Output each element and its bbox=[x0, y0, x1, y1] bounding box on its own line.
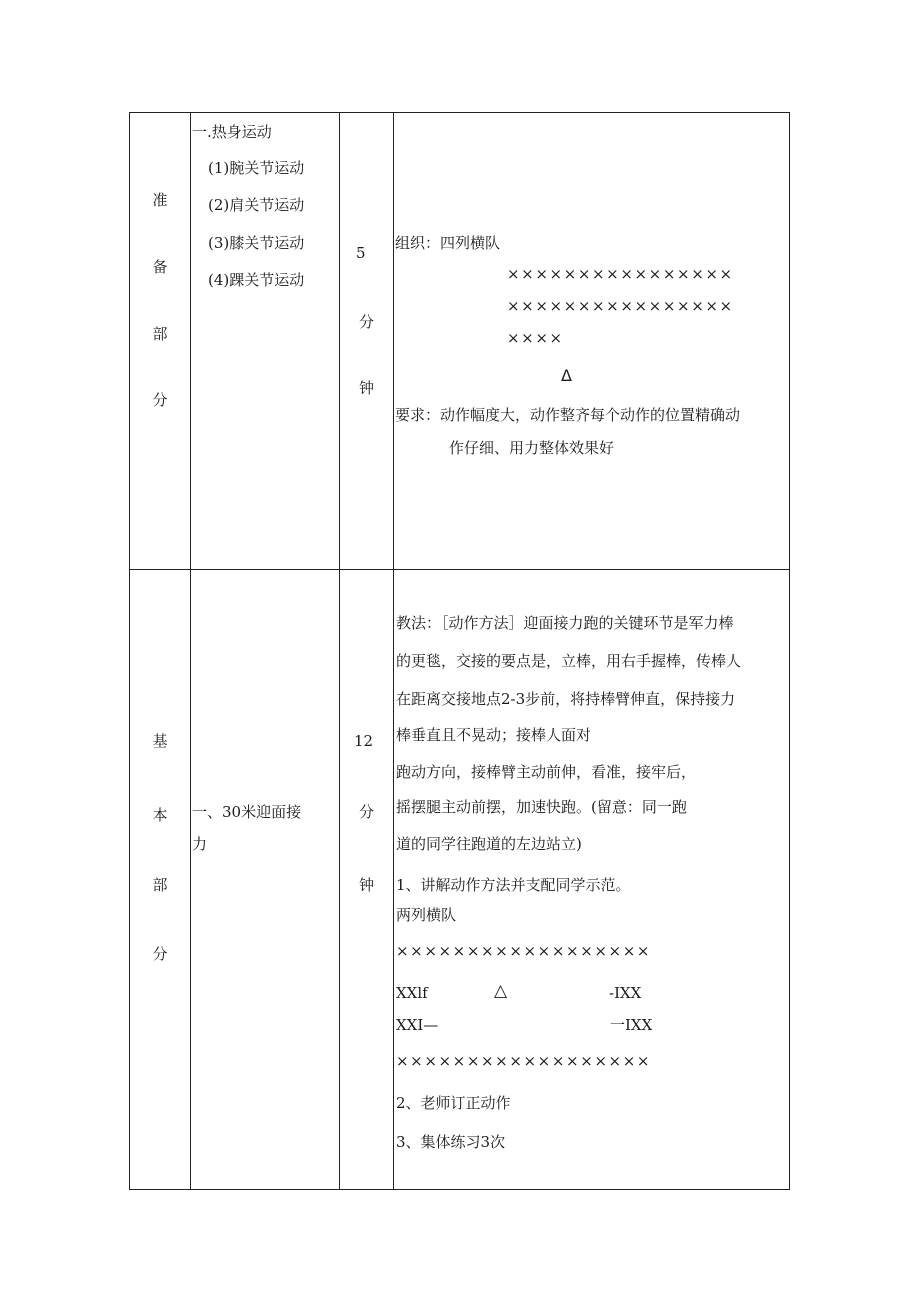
requirement-text: 要求：动作幅度大，动作整齐每个动作的位置精确动 bbox=[395, 406, 741, 424]
teacher-marker: △ bbox=[494, 981, 508, 1001]
formation-row: ×××× bbox=[507, 329, 564, 347]
time-unit-char: 分 bbox=[359, 313, 375, 331]
part-label-char: 部 bbox=[152, 325, 168, 343]
method-text: 在距离交接地点2-3步前，将持棒臂伸直，保持接力 bbox=[396, 690, 736, 708]
content-item: (1)腕关节运动 bbox=[208, 159, 305, 177]
formation-row: -IXX bbox=[609, 984, 642, 1002]
column-divider-time bbox=[393, 112, 394, 1190]
step-text: 1、讲解动作方法并支配同学示范。 bbox=[396, 876, 631, 894]
content-item: (2)肩关节运动 bbox=[208, 196, 305, 214]
column-divider-content bbox=[339, 112, 340, 1190]
formation-label: 两列横队 bbox=[396, 906, 457, 924]
part-label-char: 基 bbox=[152, 732, 168, 750]
row-divider bbox=[129, 569, 790, 570]
formation-row: ×××××××××××××××× bbox=[507, 265, 734, 283]
step-text: 2、老师订正动作 bbox=[396, 1094, 511, 1112]
time-unit-char: 分 bbox=[359, 803, 375, 821]
content-item: (4)踝关节运动 bbox=[208, 271, 305, 289]
method-text: 道的同学往跑道的左边站立) bbox=[396, 835, 582, 853]
part-label-char: 准 bbox=[152, 191, 168, 209]
formation-row: ×××××××××××××××××× bbox=[396, 1052, 652, 1070]
content-item: (3)膝关节运动 bbox=[208, 234, 305, 252]
formation-row: ×××××××××××××××× bbox=[507, 297, 734, 315]
content-title: 一、30米迎面接 bbox=[192, 803, 302, 821]
part-label-char: 分 bbox=[152, 945, 168, 963]
content-title: 一.热身运动 bbox=[192, 123, 272, 141]
time-unit-char: 钟 bbox=[359, 379, 375, 397]
part-label-char: 部 bbox=[152, 876, 168, 894]
formation-row: ×××××××××××××××××× bbox=[396, 942, 652, 960]
formation-row: XXlf bbox=[396, 984, 428, 1002]
formation-row: XXI— bbox=[396, 1016, 439, 1034]
formation-row: 一IXX bbox=[610, 1016, 653, 1034]
organization-label: 组织：四列横队 bbox=[395, 234, 501, 252]
time-value: 12 bbox=[354, 732, 374, 750]
column-divider-part bbox=[190, 112, 191, 1190]
method-text: 棒垂直且不晃动；接棒人面对 bbox=[396, 726, 592, 744]
requirement-text: 作仔细、用力整体效果好 bbox=[449, 439, 615, 457]
part-label-char: 分 bbox=[152, 391, 168, 409]
step-text: 3、集体练习3次 bbox=[396, 1133, 506, 1151]
teacher-marker: Δ bbox=[561, 366, 572, 385]
part-label-char: 本 bbox=[152, 806, 168, 824]
time-value: 5 bbox=[356, 244, 366, 262]
part-label-char: 备 bbox=[152, 258, 168, 276]
method-text: 摇摆腿主动前摆，加速快跑。(留意：同一跑 bbox=[396, 798, 687, 816]
method-text: 跑动方向，接棒臂主动前伸，看准，接牢后， bbox=[396, 763, 697, 781]
time-unit-char: 钟 bbox=[359, 876, 375, 894]
content-title: 力 bbox=[192, 835, 208, 853]
method-text: 教法：［动作方法］迎面接力跑的关键环节是军力棒 bbox=[396, 614, 734, 632]
method-text: 的更毯，交接的要点是，立棒，用右手握棒，传棒人 bbox=[396, 652, 742, 670]
